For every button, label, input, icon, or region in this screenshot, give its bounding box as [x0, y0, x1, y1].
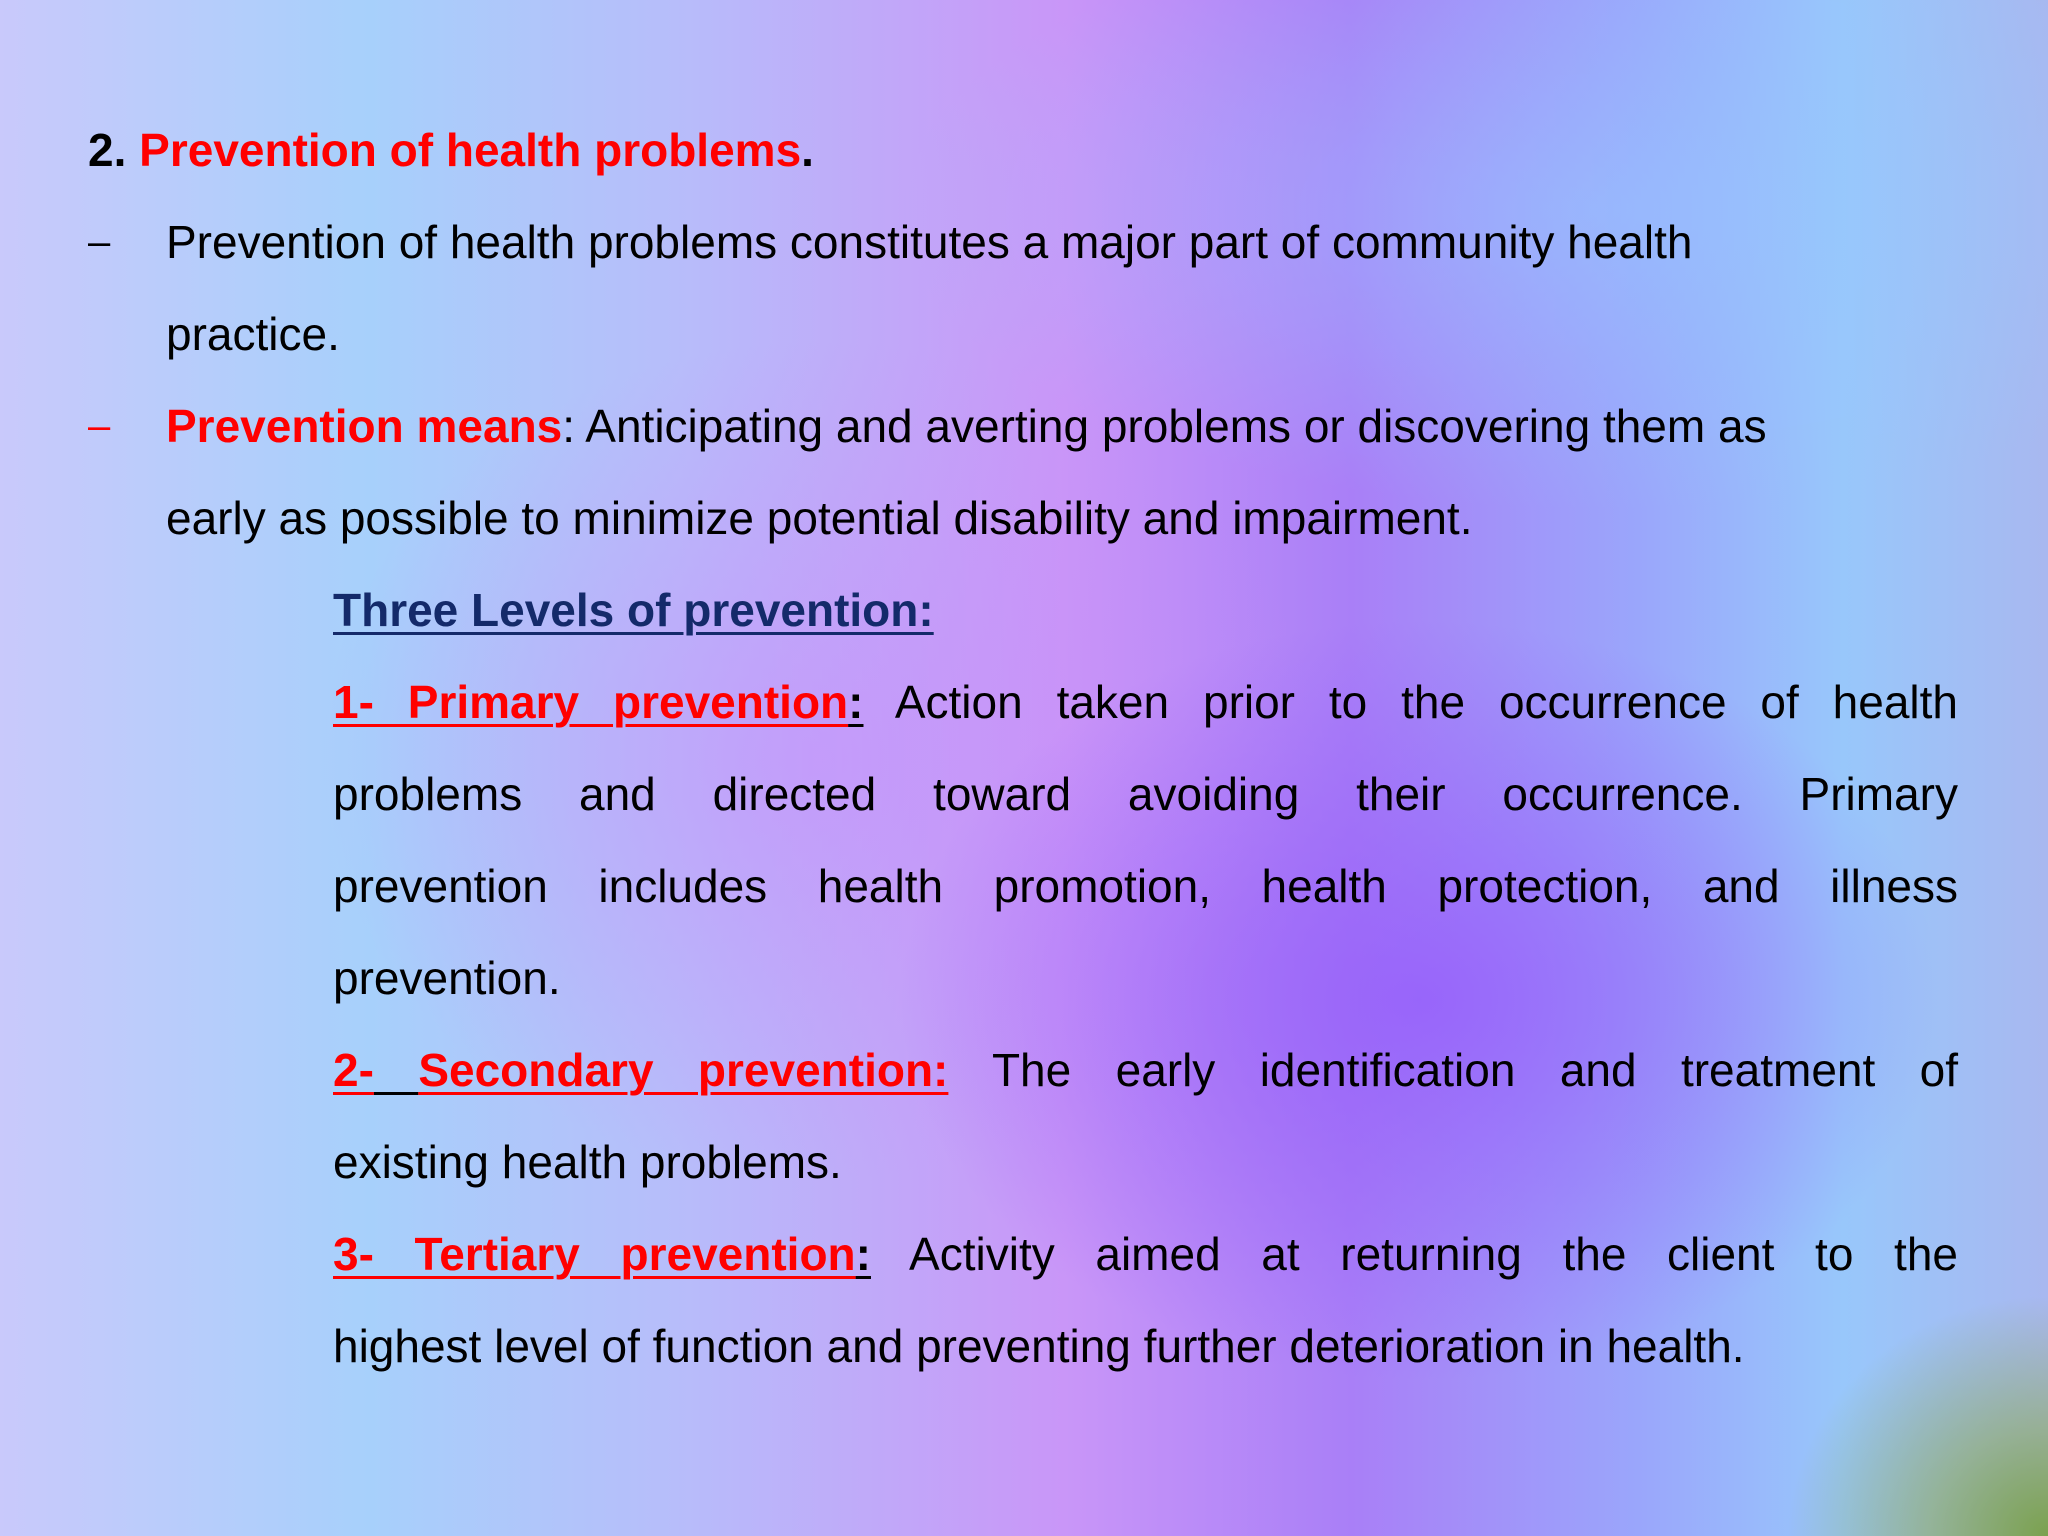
bullet-dash-2: – — [88, 404, 111, 448]
primary-line4: prevention. — [333, 952, 561, 1004]
primary-label: 1- Primary prevention — [333, 676, 849, 728]
bullet2-line1 — [166, 380, 1767, 472]
secondary-label-gap — [374, 1044, 418, 1096]
secondary-label-number: 2- — [333, 1044, 374, 1096]
secondary-line1 — [333, 1024, 1958, 1116]
bullet2-line2: early as possible to minimize potential disability and impairment. — [166, 492, 1473, 544]
prevention-means-term: Prevention means — [166, 400, 563, 452]
prevention-means-definition: : Anticipating and averting problems or discovering them as — [562, 400, 1767, 452]
bullet-dash-1: – — [88, 220, 111, 264]
secondary-label: Secondary prevention: — [418, 1044, 949, 1096]
tertiary-label: 3- Tertiary prevention — [333, 1228, 856, 1280]
heading-period: . — [801, 124, 814, 176]
tertiary-line2: highest level of function and preventing further deterioration in health. — [333, 1320, 1745, 1372]
secondary-line2: existing health problems. — [333, 1136, 842, 1188]
heading-number: 2. — [88, 124, 140, 176]
bullet1-line1: Prevention of health problems constitutes a major part of community health — [166, 216, 1693, 268]
primary-line1 — [333, 656, 1958, 748]
tertiary-definition-start: Activity aimed at returning the client to the — [870, 1228, 1958, 1280]
section-heading — [88, 104, 814, 196]
primary-line2: problems and directed toward avoiding their occurrence. Primary — [333, 768, 1958, 820]
primary-definition-start: Action taken prior to the occurrence of health — [863, 676, 1958, 728]
secondary-definition-start: The early identification and treatment of — [948, 1044, 1959, 1096]
bullet1-line2: practice. — [166, 308, 340, 360]
tertiary-line1 — [333, 1208, 1958, 1300]
tertiary-colon: : — [855, 1228, 871, 1280]
primary-colon: : — [848, 676, 864, 728]
levels-title: Three Levels of prevention: — [333, 584, 934, 636]
heading-title: Prevention of health problems — [139, 124, 802, 176]
primary-line3: prevention includes health promotion, health protection, and illness — [333, 860, 1958, 912]
